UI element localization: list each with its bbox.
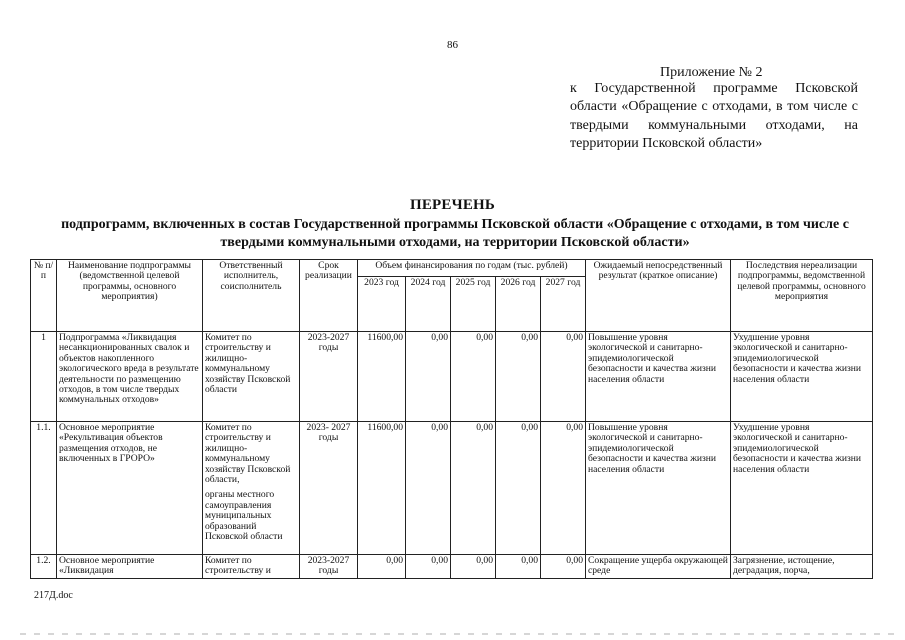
row-term: 2023-2027 годы bbox=[300, 555, 358, 579]
row-num: 1 bbox=[31, 332, 57, 422]
row-value-2023: 0,00 bbox=[358, 555, 406, 579]
row-value-2023: 11600,00 bbox=[358, 422, 406, 555]
row-value-2027: 0,00 bbox=[541, 422, 586, 555]
document-title: ПЕРЕЧЕНЬ bbox=[409, 197, 496, 213]
appendix-text: к Государственной программе Псковской области «Обращение с отходами, в том числе с твердыми коммунальными отходами, на территории Псковской области» bbox=[570, 81, 858, 152]
row-result: Повышение уровня экологической и санитарно-эпидемиологической безопасности и качества жизни населения области bbox=[586, 332, 731, 422]
row-consequences: Загрязнение, истощение, деградация, порча, bbox=[731, 555, 873, 579]
header-name: Наименование подпрограммы (ведомственной целевой программы, основного мероприятия) bbox=[57, 260, 203, 332]
row-value-2024: 0,00 bbox=[406, 422, 451, 555]
header-result: Ожидаемый непосредственный результат (краткое описание) bbox=[586, 260, 731, 332]
header-year-2027: 2027 год bbox=[541, 277, 586, 332]
row-result: Повышение уровня экологической и санитарно-эпидемиологической безопасности и качества жизни населения области bbox=[586, 422, 731, 555]
row-executor: Комитет по строительству и жилищно-коммунальному хозяйству Псковской области bbox=[203, 332, 300, 422]
appendix-title: Приложение № 2 bbox=[660, 65, 763, 80]
row-value-2027: 0,00 bbox=[541, 555, 586, 579]
scan-edge-divider bbox=[20, 633, 900, 635]
row-name: Основное мероприятие «Рекультивация объектов размещения отходов, не включенных в ГРОРО» bbox=[57, 422, 203, 555]
row-executor: Комитет по строительству и жилищно-коммунальному хозяйству Псковской области, bbox=[205, 422, 291, 486]
table-header-row bbox=[31, 260, 873, 277]
footer-file-name: 217Д.doc bbox=[34, 590, 73, 601]
header-year-2023: 2023 год bbox=[358, 277, 406, 332]
row-name: Основное мероприятие «Ликвидация bbox=[57, 555, 203, 579]
row-co-executor: органы местного самоуправления муниципальных образований Псковской области bbox=[205, 489, 283, 543]
page-number: 86 bbox=[447, 39, 458, 51]
row-value-2025: 0,00 bbox=[451, 422, 496, 555]
row-num: 1.1. bbox=[31, 422, 57, 555]
table-row bbox=[31, 555, 873, 579]
row-executor: Комитет по строительству и bbox=[203, 555, 300, 579]
header-year-2024: 2024 год bbox=[406, 277, 451, 332]
row-value-2024: 0,00 bbox=[406, 332, 451, 422]
document-subtitle: подпрограмм, включенных в состав Государственной программы Псковской области «Обращение с отходами, в том числе с твердыми коммунальными отходами, на территории Псковской области» bbox=[61, 217, 849, 250]
table-row bbox=[31, 422, 873, 555]
row-consequences: Ухудшение уровня экологической и санитарно-эпидемиологической безопасности и качества жизни населения области bbox=[731, 422, 873, 555]
row-executor-cell bbox=[203, 422, 300, 555]
row-term: 2023-2027 годы bbox=[300, 332, 358, 422]
row-value-2026: 0,00 bbox=[496, 422, 541, 555]
subprograms-table bbox=[30, 259, 873, 579]
row-consequences: Ухудшение уровня экологической и санитарно-эпидемиологической безопасности и качества жизни населения области bbox=[731, 332, 873, 422]
header-term: Срок реализации bbox=[300, 260, 358, 332]
row-name: Подпрограмма «Ликвидация несанкционированных свалок и объектов накопленного экологического вреда в результате деятельности по размещению отходов, в том числе твердых коммунальных отходов» bbox=[57, 332, 203, 422]
header-consequences: Последствия нереализации подпрограммы, ведомственной целевой программы, основного мероприятия bbox=[731, 260, 873, 332]
row-value-2023: 11600,00 bbox=[358, 332, 406, 422]
header-executor: Ответственный исполнитель, соисполнитель bbox=[203, 260, 300, 332]
row-value-2025: 0,00 bbox=[451, 332, 496, 422]
row-value-2024: 0,00 bbox=[406, 555, 451, 579]
header-funding: Объем финансирования по годам (тыс. рублей) bbox=[358, 260, 586, 277]
row-value-2026: 0,00 bbox=[496, 332, 541, 422]
header-num: № п/п bbox=[31, 260, 57, 332]
header-year-2026: 2026 год bbox=[496, 277, 541, 332]
row-term: 2023- 2027 годы bbox=[300, 422, 358, 555]
table-row bbox=[31, 332, 873, 422]
row-num: 1.2. bbox=[31, 555, 57, 579]
row-value-2027: 0,00 bbox=[541, 332, 586, 422]
row-result: Сокращение ущерба окружающей среде bbox=[586, 555, 731, 579]
row-value-2025: 0,00 bbox=[451, 555, 496, 579]
header-year-2025: 2025 год bbox=[451, 277, 496, 332]
row-value-2026: 0,00 bbox=[496, 555, 541, 579]
